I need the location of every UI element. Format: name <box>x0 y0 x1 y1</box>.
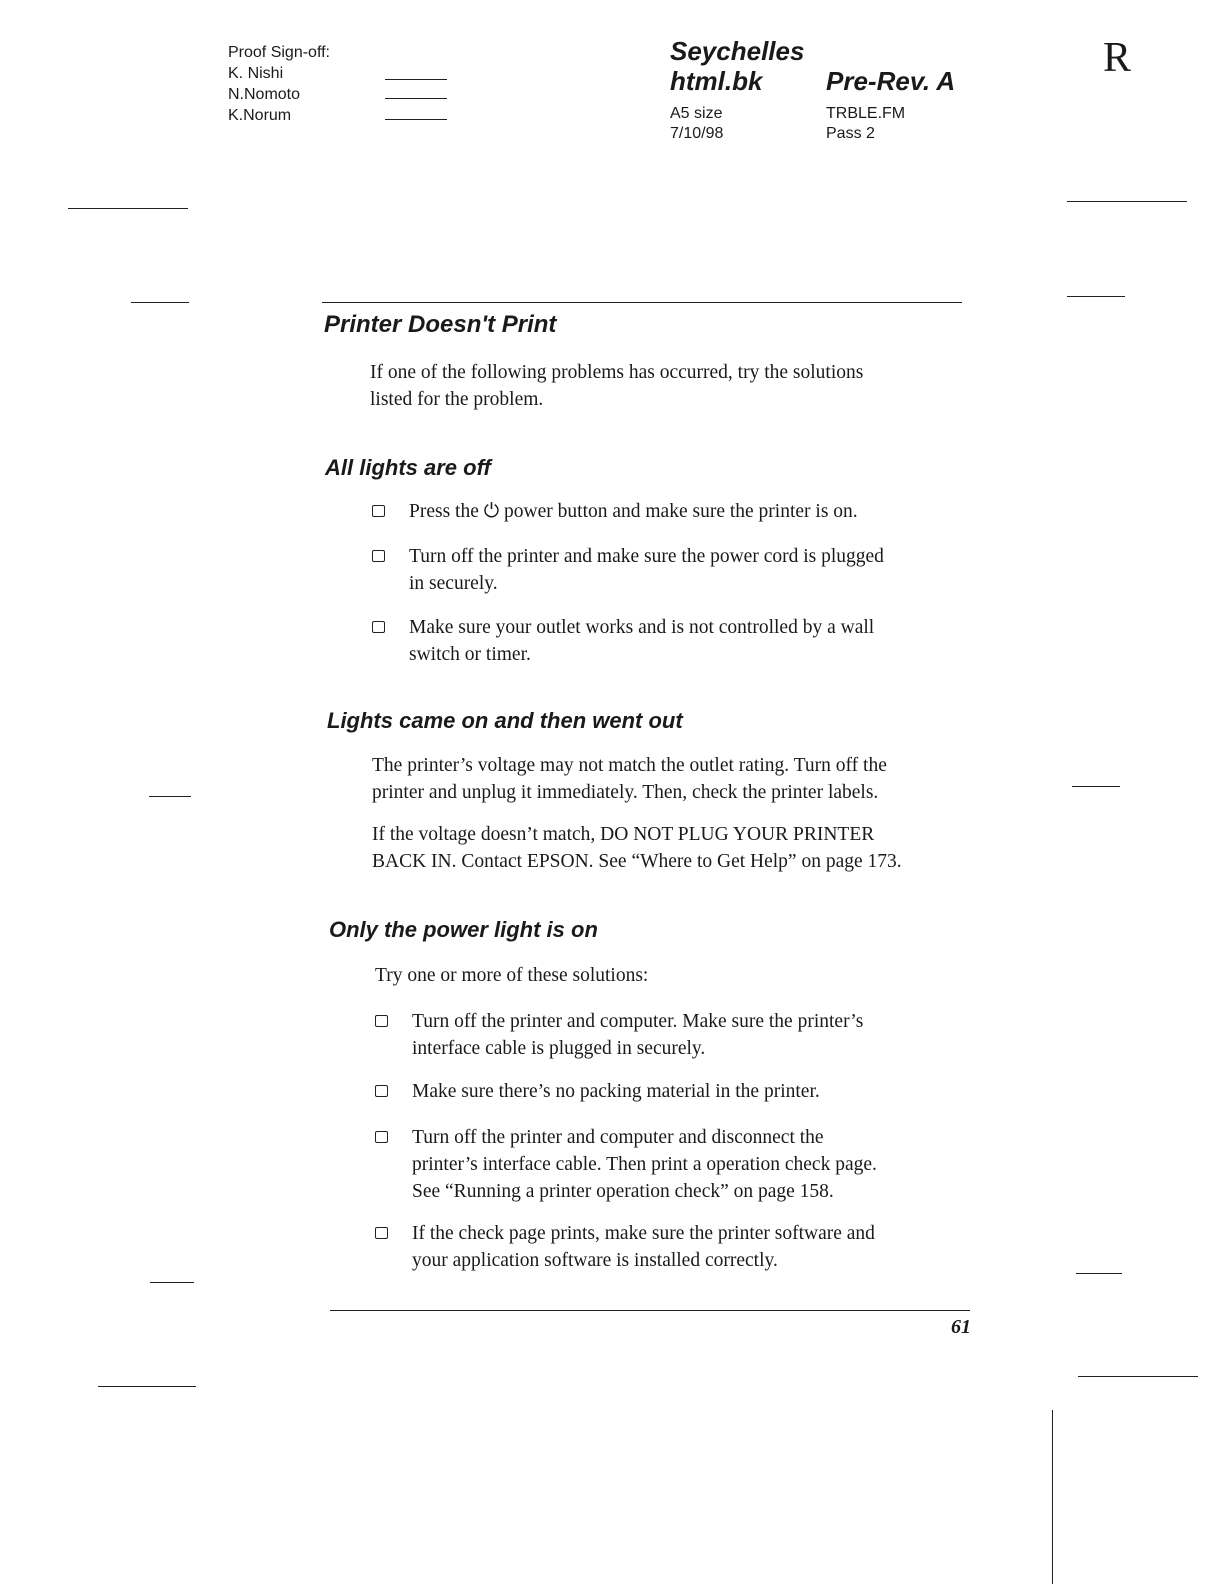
signoff-name: K.Norum <box>228 107 292 124</box>
text-line: listed for the problem. <box>370 389 544 410</box>
signoff-name: K. Nishi <box>228 65 284 82</box>
list-item <box>375 1124 877 1205</box>
checkbox-bullet-icon <box>372 505 385 517</box>
crop-mark <box>1076 1273 1122 1274</box>
text-line: interface cable is plugged in securely. <box>412 1038 706 1059</box>
checkbox-bullet-icon <box>375 1085 388 1097</box>
text-line: Make sure there’s no packing material in the printer. <box>412 1081 820 1102</box>
text-line: in securely. <box>409 573 498 594</box>
project-name: Seychelles <box>670 36 805 66</box>
paragraph: Try one or more of these solutions: <box>375 965 649 986</box>
text-line: BACK IN. Contact EPSON. See “Where to Get Help” on page 173. <box>372 851 902 872</box>
crop-mark <box>131 302 189 303</box>
signoff-line <box>385 119 447 120</box>
text-line: Turn off the printer and make sure the power cord is plugged <box>409 546 884 567</box>
signoff-name: N.Nomoto <box>228 86 301 103</box>
list-item <box>375 1220 875 1274</box>
signoff-line <box>385 79 447 80</box>
section-title: Printer Doesn't Print <box>324 311 557 338</box>
crop-mark <box>1067 296 1125 297</box>
date: 7/10/98 <box>670 125 724 142</box>
page-number: 61 <box>951 1316 971 1338</box>
footer-rule <box>330 1310 970 1311</box>
text-line: your application software is installed correctly. <box>412 1250 778 1271</box>
text-line: printer’s interface cable. Then print a operation check page. <box>412 1154 877 1175</box>
crop-mark <box>68 208 188 209</box>
checkbox-bullet-icon <box>372 550 385 562</box>
checkbox-bullet-icon <box>375 1227 388 1239</box>
text-line: If the voltage doesn’t match, DO NOT PLUG YOUR PRINTER <box>372 824 875 845</box>
list-item <box>372 498 858 525</box>
subsection-title: Only the power light is on <box>329 917 598 942</box>
text-line: If one of the following problems has occurred, try the solutions <box>370 362 864 383</box>
list-item <box>372 543 884 597</box>
crop-mark <box>98 1386 196 1387</box>
crop-mark <box>150 1282 194 1283</box>
text-line: See “Running a printer operation check” on page 158. <box>412 1181 834 1202</box>
text-line: If the check page prints, make sure the printer software and <box>412 1223 875 1244</box>
book-name: html.bk <box>670 66 763 96</box>
crop-mark <box>149 796 191 797</box>
crop-mark <box>1067 201 1187 202</box>
paragraph <box>372 821 902 875</box>
list-item <box>375 1078 820 1105</box>
signoff-title: Proof Sign-off: <box>228 44 330 61</box>
checkbox-bullet-icon <box>372 621 385 633</box>
list-item <box>372 614 874 668</box>
text-line: The printer’s voltage may not match the outlet rating. Turn off the <box>372 755 887 776</box>
crop-mark <box>1052 1410 1053 1584</box>
crop-mark <box>1078 1376 1198 1377</box>
pass: Pass 2 <box>826 125 875 142</box>
text-line: Turn off the printer and computer and disconnect the <box>412 1127 824 1148</box>
page-size: A5 size <box>670 105 723 122</box>
checkbox-bullet-icon <box>375 1015 388 1027</box>
text-line: switch or timer. <box>409 644 531 665</box>
file-name: TRBLE.FM <box>826 105 906 122</box>
text-line: printer and unplug it immediately. Then, check the printer labels. <box>372 782 879 803</box>
corner-mark: R <box>1103 35 1132 81</box>
list-item <box>375 1008 863 1062</box>
signoff-line <box>385 98 447 99</box>
subsection-title: Lights came on and then went out <box>327 708 683 733</box>
paragraph <box>372 752 887 806</box>
section-rule <box>322 302 962 303</box>
checkbox-bullet-icon <box>375 1131 388 1143</box>
subsection-title: All lights are off <box>325 455 491 480</box>
crop-mark <box>1072 786 1120 787</box>
text-line: Turn off the printer and computer. Make sure the printer’s <box>412 1011 864 1032</box>
text-line: Press the ⏻ power button and make sure the printer is on. <box>409 501 858 522</box>
proof-signoff <box>228 42 330 126</box>
text-line: Make sure your outlet works and is not controlled by a wall <box>409 617 875 638</box>
intro-paragraph <box>370 359 863 413</box>
revision: Pre-Rev. A <box>826 66 956 96</box>
